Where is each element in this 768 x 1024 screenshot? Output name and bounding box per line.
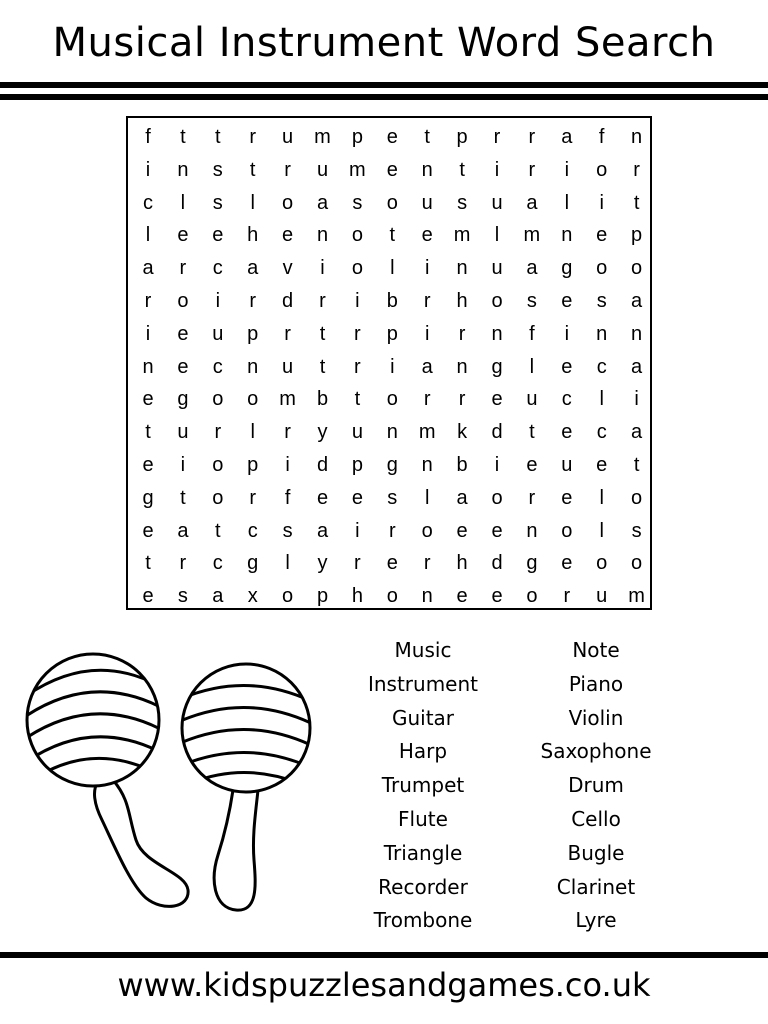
grid-letter: r	[354, 355, 361, 378]
grid-letter: u	[177, 421, 189, 444]
grid-letter: n	[386, 421, 398, 444]
grid-letter: a	[212, 585, 224, 608]
grid-letter: o	[421, 519, 433, 542]
grid-letter: n	[456, 257, 468, 280]
word-list-item: Cello	[571, 806, 621, 831]
grid-letter: m	[314, 126, 331, 148]
grid-letter: i	[215, 290, 221, 312]
grid-letter: e	[491, 585, 503, 608]
grid-letter: p	[316, 585, 329, 608]
grid-letter: l	[564, 191, 570, 214]
word-list-item: Trumpet	[381, 773, 465, 798]
grid-letter: n	[421, 585, 433, 608]
grid-letter: u	[526, 388, 538, 411]
grid-letter: l	[599, 519, 604, 542]
grid-letter: f	[598, 126, 605, 148]
grid-letter: l	[145, 224, 151, 247]
grid-letter: y	[317, 552, 328, 575]
grid-letter: s	[631, 519, 642, 542]
grid-letter: o	[631, 486, 643, 509]
grid-letter: a	[177, 519, 189, 542]
grid-letter: y	[317, 421, 328, 444]
grid-letter: s	[212, 158, 223, 181]
grid-letter: o	[596, 158, 608, 181]
grid-letter: e	[142, 585, 154, 608]
grid-letter: o	[282, 191, 294, 214]
grid-letter: n	[596, 322, 608, 345]
grid-letter: r	[284, 158, 291, 181]
grid-letter: r	[528, 126, 536, 148]
grid-letter: m	[628, 585, 645, 608]
grid-letter: u	[212, 322, 224, 345]
grid-letter: e	[561, 355, 573, 378]
word-list-item: Guitar	[391, 705, 455, 730]
word-list-item: Flute	[398, 806, 448, 831]
grid-letter: a	[316, 191, 329, 214]
word-list-item: Piano	[568, 671, 624, 696]
grid-letter: r	[249, 290, 257, 312]
grid-letter: i	[494, 158, 500, 181]
grid-letter: a	[526, 257, 538, 280]
word-list-item: Triangle	[383, 840, 463, 865]
grid-letter: l	[250, 191, 255, 214]
grid-letter: e	[351, 486, 363, 509]
word-list-item: Trombone	[373, 908, 473, 933]
grid-letter: r	[249, 486, 257, 509]
grid-letter: l	[599, 388, 604, 411]
grid-letter: l	[529, 355, 535, 378]
grid-letter: i	[145, 158, 151, 181]
grid-letter: u	[316, 158, 329, 181]
grid-letter: f	[529, 322, 535, 345]
grid-letter: g	[247, 552, 259, 575]
footer-url: www.kidspuzzlesandgames.co.uk	[117, 966, 651, 1004]
grid-letter: m	[453, 224, 471, 247]
grid-letter: a	[561, 126, 573, 148]
grid-letter: n	[247, 355, 259, 378]
grid-letter: e	[456, 519, 468, 542]
grid-letter: u	[282, 355, 294, 378]
grid-letter: s	[457, 191, 468, 214]
grid-letter: i	[180, 454, 186, 476]
grid-letter: i	[424, 322, 430, 345]
grid-letter: l	[180, 191, 186, 214]
grid-letter: o	[351, 257, 363, 280]
grid-letter: g	[526, 552, 538, 575]
grid-letter: i	[634, 388, 639, 411]
grid-letter: p	[631, 224, 643, 247]
word-list-item: Clarinet	[556, 874, 636, 899]
grid-letter: e	[142, 454, 154, 476]
grid-letter: n	[631, 126, 643, 148]
grid-letter: o	[212, 454, 224, 476]
grid-letter: e	[142, 388, 154, 411]
grid-letter: c	[596, 421, 607, 444]
grid-letter: c	[212, 552, 223, 575]
grid-letter: l	[599, 486, 604, 509]
grid-letter: f	[145, 126, 151, 148]
grid-letter: u	[351, 421, 363, 444]
grid-letter: m	[418, 421, 436, 444]
grid-letter: f	[284, 486, 291, 509]
grid-letter: h	[456, 290, 468, 312]
grid-letter: n	[316, 224, 329, 247]
grid-letter: r	[179, 552, 187, 575]
grid-letter: o	[561, 519, 573, 542]
grid-letter: x	[247, 585, 258, 608]
grid-letter: o	[386, 585, 398, 608]
grid-letter: u	[561, 454, 573, 476]
grid-letter: a	[247, 257, 259, 280]
grid-letter: t	[354, 388, 361, 411]
grid-letter: r	[354, 552, 361, 575]
grid-letter: i	[564, 158, 570, 181]
grid-letter: r	[493, 126, 501, 148]
grid-letter: e	[177, 322, 189, 345]
grid-letter: e	[456, 585, 468, 608]
grid-letter: l	[424, 486, 430, 509]
grid-letter: s	[352, 191, 363, 214]
grid-letter: o	[386, 191, 398, 214]
word-list-item: Recorder	[378, 874, 468, 899]
grid-letter: e	[561, 552, 573, 575]
grid-letter: l	[390, 257, 395, 280]
grid-letter: e	[282, 224, 294, 247]
grid-letter: a	[456, 486, 468, 509]
grid-letter: e	[177, 355, 189, 378]
grid-letter: t	[633, 191, 640, 214]
grid-letter: r	[284, 322, 291, 345]
grid-letter: g	[142, 486, 154, 509]
grid-letter: t	[459, 158, 465, 181]
grid-letter: p	[247, 454, 259, 476]
grid-letter: r	[423, 290, 431, 312]
grid-letter: e	[491, 519, 503, 542]
grid-letter: n	[631, 322, 643, 345]
grid-letter: r	[458, 322, 466, 345]
grid-letter: r	[633, 158, 640, 181]
footer-rule	[0, 952, 768, 958]
grid-letter: t	[145, 421, 151, 444]
grid-letter: r	[319, 290, 326, 312]
grid-letter: e	[386, 158, 398, 181]
grid-letter: e	[596, 454, 608, 476]
grid-letter: p	[351, 454, 363, 476]
grid-letter: t	[319, 322, 326, 345]
grid-letter: a	[526, 191, 538, 214]
grid-letter: r	[354, 322, 361, 345]
grid-letter: c	[143, 191, 153, 214]
word-list-item: Drum	[568, 773, 624, 798]
grid-letter: o	[526, 585, 538, 608]
grid-letter: o	[596, 552, 608, 575]
grid-letter: i	[320, 257, 325, 280]
grid-letter: r	[528, 158, 536, 181]
header-rule-top	[0, 82, 768, 88]
grid-letter: l	[250, 421, 255, 444]
grid-letter: n	[526, 519, 538, 542]
grid-letter: t	[529, 421, 535, 444]
grid-letter: e	[142, 519, 154, 542]
grid-letter: m	[279, 388, 296, 411]
grid-letter: d	[491, 552, 503, 575]
grid-letter: r	[528, 486, 536, 509]
grid-letter: t	[424, 126, 430, 148]
grid-letter: e	[316, 486, 329, 509]
grid-letter: o	[247, 388, 259, 411]
grid-letter: b	[456, 454, 468, 476]
grid-letter: s	[596, 290, 607, 312]
word-list-item: Instrument	[367, 671, 479, 696]
word-list-left	[343, 634, 503, 938]
grid-letter: a	[142, 257, 154, 280]
word-list-item: Music	[394, 638, 452, 662]
grid-letter: h	[247, 224, 259, 247]
grid-letter: i	[355, 290, 360, 312]
grid-letter: b	[386, 290, 398, 312]
grid-letter: n	[561, 224, 573, 247]
word-list-item: Violin	[568, 705, 624, 730]
grid-letter: c	[596, 355, 607, 378]
grid-letter: i	[355, 519, 360, 542]
grid-letter: c	[212, 257, 223, 280]
grid-letter: r	[249, 126, 257, 148]
grid-letter: t	[180, 486, 186, 509]
grid-letter: c	[247, 519, 258, 542]
grid-letter: r	[144, 290, 152, 312]
word-search-grid	[126, 116, 652, 610]
grid-letter: a	[631, 421, 643, 444]
grid-letter: n	[177, 158, 189, 181]
grid-letter: a	[631, 290, 643, 312]
grid-letter: l	[285, 552, 290, 575]
grid-letter: c	[561, 388, 572, 411]
grid-letter: o	[282, 585, 294, 608]
page-title: Musical Instrument Word Search	[52, 20, 716, 66]
grid-letter: o	[631, 552, 643, 575]
grid-letter: o	[212, 486, 224, 509]
grid-letter: i	[390, 355, 395, 378]
grid-letter: o	[386, 388, 398, 411]
grid-letter: r	[563, 585, 571, 608]
grid-letter: p	[351, 126, 363, 148]
word-list-item: Saxophone	[540, 739, 652, 764]
grid-letter: g	[177, 388, 189, 411]
word-list-item: Lyre	[575, 908, 617, 933]
grid-letter: a	[421, 355, 433, 378]
grid-letter: d	[316, 454, 329, 476]
grid-letter: t	[145, 552, 151, 575]
grid-letter: v	[282, 257, 293, 280]
grid-letter: n	[421, 158, 433, 181]
grid-letter: t	[215, 519, 221, 542]
grid-letter: c	[212, 355, 223, 378]
grid-letter: g	[386, 454, 398, 476]
grid-letter: t	[180, 126, 186, 148]
grid-letter: s	[282, 519, 293, 542]
grid-letter: e	[386, 126, 398, 148]
grid-letter: e	[421, 224, 433, 247]
grid-letter: t	[215, 126, 221, 148]
grid-letter: n	[456, 355, 468, 378]
grid-letter: m	[523, 224, 541, 247]
header-rule-bottom	[0, 94, 768, 100]
grid-letter: o	[491, 290, 503, 312]
grid-letter: s	[212, 191, 223, 214]
grid-letter: d	[491, 421, 503, 444]
grid-letter: u	[596, 585, 608, 608]
grid-letter: p	[456, 126, 468, 148]
grid-letter: r	[423, 552, 431, 575]
grid-letter: r	[284, 421, 291, 444]
grid-letter: i	[494, 454, 500, 476]
grid-letter: b	[316, 388, 329, 411]
grid-letter: e	[561, 421, 573, 444]
grid-letter: e	[386, 552, 398, 575]
grid-letter: e	[212, 224, 224, 247]
grid-letter: h	[456, 552, 468, 575]
grid-letter: e	[596, 224, 608, 247]
grid-letter: d	[282, 290, 294, 312]
grid-letter: e	[526, 454, 538, 476]
grid-letter: o	[212, 388, 224, 411]
grid-letter: o	[177, 290, 189, 312]
grid-letter: i	[564, 322, 570, 345]
grid-letter: n	[491, 322, 503, 345]
grid-letter: n	[421, 454, 433, 476]
grid-letter: e	[561, 290, 573, 312]
grid-letter: g	[491, 355, 503, 378]
grid-letter: g	[561, 257, 573, 280]
grid-letter: u	[282, 126, 294, 148]
grid-letter: r	[179, 257, 187, 280]
grid-letter: s	[177, 585, 188, 608]
word-list-item: Harp	[398, 739, 448, 764]
grid-letter: r	[214, 421, 222, 444]
grid-letter: l	[494, 224, 500, 247]
grid-letter: t	[319, 355, 326, 378]
grid-letter: s	[387, 486, 398, 509]
maracas-illustration	[18, 640, 328, 940]
grid-letter: i	[145, 322, 151, 345]
grid-letter: i	[285, 454, 290, 476]
grid-letter: t	[633, 454, 640, 476]
grid-letter: r	[458, 388, 466, 411]
grid-letter: p	[386, 322, 398, 345]
grid-letter: a	[631, 355, 643, 378]
word-list-right	[516, 634, 676, 938]
grid-letter: t	[249, 158, 256, 181]
grid-letter: o	[351, 224, 363, 247]
grid-letter: e	[177, 224, 189, 247]
grid-letter: o	[631, 257, 643, 280]
word-list-item: Bugle	[567, 840, 625, 865]
grid-letter: k	[457, 421, 468, 444]
grid-letter: i	[599, 191, 604, 214]
grid-letter: s	[526, 290, 537, 312]
grid-letter: e	[491, 388, 503, 411]
grid-letter: i	[424, 257, 430, 280]
grid-letter: n	[142, 355, 154, 378]
word-list-item: Note	[572, 638, 620, 662]
grid-letter: m	[349, 158, 366, 181]
grid-letter: e	[561, 486, 573, 509]
grid-letter: a	[316, 519, 329, 542]
grid-letter: r	[423, 388, 431, 411]
grid-letter: t	[389, 224, 396, 247]
grid-letter: u	[491, 191, 503, 214]
grid-letter: p	[247, 322, 259, 345]
grid-letter: u	[491, 257, 503, 280]
grid-letter: o	[491, 486, 503, 509]
grid-letter: u	[421, 191, 433, 214]
grid-letter: h	[351, 585, 363, 608]
grid-letter: r	[388, 519, 396, 542]
grid-letter: o	[596, 257, 608, 280]
